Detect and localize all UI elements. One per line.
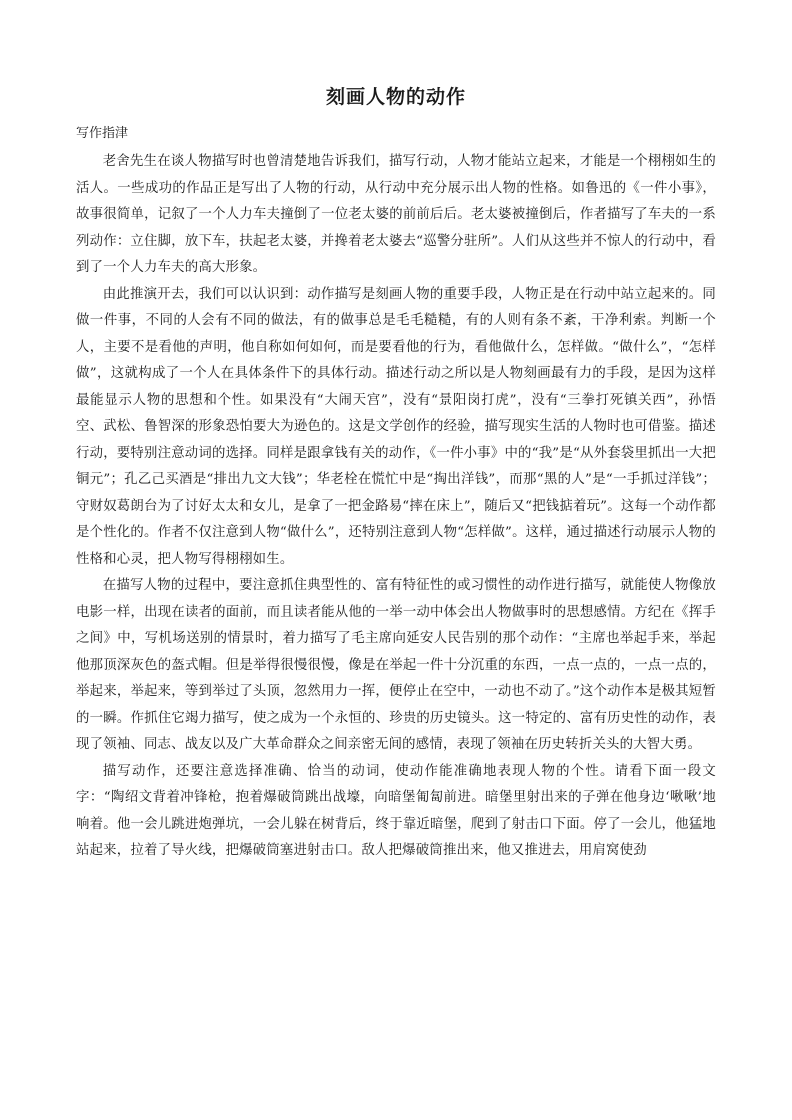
document-title: 刻画人物的动作 [325,86,466,108]
paragraph-4: 描写动作，还要注意选择准确、恰当的动词，使动作能准确地表现人物的个性。请看下面一段文字：“陶绍文背着冲锋枪，抱着爆破筒跳出战壕，向暗堡匍匐前进。暗堡里射出来的子弹在他身边‘啾啾’地响着。他一会儿跳进炮弹坑，一会儿躲在树背后，终于靠近暗堡，爬到了射击口下面。停了一会儿，他猛地站起来，拉着了导火线，把爆破筒塞进射击口。敌人把爆破筒推出来，他又推进去，用肩窝使劲 [76,763,716,858]
document-page [76,84,716,865]
paragraph-1: 老舍先生在谈人物描写时也曾清楚地告诉我们，描写行动，人物才能站立起来，才能是一个栩栩如生的活人。一些成功的作品正是写出了人物的行动，从行动中充分展示出人物的性格。如鲁迅的《一件小事》，故事很简单，记叙了一个人力车夫撞倒了一位老太婆的前前后后。老太婆被撞倒后，作者描写了车夫的一系列动作：立住脚，放下车，扶起老太婆，并搀着老太婆去“巡警分驻所”。人们从这些并不惊人的行动中，看到了一个人力车夫的高大形象。 [76,154,716,275]
section-heading: 写作指津 [76,126,129,141]
paragraph-2: 由此推演开去，我们可以认识到：动作描写是刻画人物的重要手段，人物正是在行动中站立起来的。同做一件事，不同的人会有不同的做法，有的做事总是毛毛糙糙，有的人则有条不紊，干净利索。判断一个人，主要不是看他的声明，他自称如何如何，而是要看他的行为，看他做什么，怎样做。“做什么”，“怎样做”，这就构成了一个人在具体条件下的具体行动。描述行动之所以是人物刻画最有力的手段，是因为这样最能显示人物的思想和个性。如果没有“大闹天宫”，没有“景阳岗打虎”，没有“三拳打死镇关西”，孙悟空、武松、鲁智深的形象恐怕要大为逊色的。这是文学创作的经验，描写现实生活的人物时也可借鉴。描述行动，要特别注意动词的选择。同样是跟拿钱有关的动作，《一件小事》中的“我”是“从外套袋里抓出一大把铜元”；孔乙己买酒是“排出九文大钱”；华老栓在慌忙中是“掏出洋钱”，而那“黑的人”是“一手抓过洋钱”；守财奴葛朗台为了讨好太太和女儿，是拿了一把金路易“摔在床上”，随后又“把钱掂着玩”。这每一个动作都是个性化的。作者不仅注意到人物“做什么”，还特别注意到人物“怎样做”。这样，通过描述行动展示人物的性格和心灵，把人物写得栩栩如生。 [76,286,716,567]
paragraph-3: 在描写人物的过程中，要注意抓住典型性的、富有特征性的或习惯性的动作进行描写，就能使人物像放电影一样，出现在读者的面前，而且读者能从他的一举一动中体会出人物做事时的思想感情。方纪在《挥手之间》中，写机场送别的情景时，着力描写了毛主席向延安人民告别的那个动作：“主席也举起手来，举起他那顶深灰色的盔式帽。但是举得很慢很慢，像是在举起一件十分沉重的东西，一点一点的，一点一点的，举起来，举起来，等到举过了头顶，忽然用力一挥，便停止在空中，一动也不动了。”这个动作本是极其短暂的一瞬。作抓住它竭力描写，使之成为一个永恒的、珍贵的历史镜头。这一特定的、富有历史性的动作，表现了领袖、同志、战友以及广大革命群众之间亲密无间的感情，表现了领袖在历史转折关头的大智大勇。 [76,578,716,752]
